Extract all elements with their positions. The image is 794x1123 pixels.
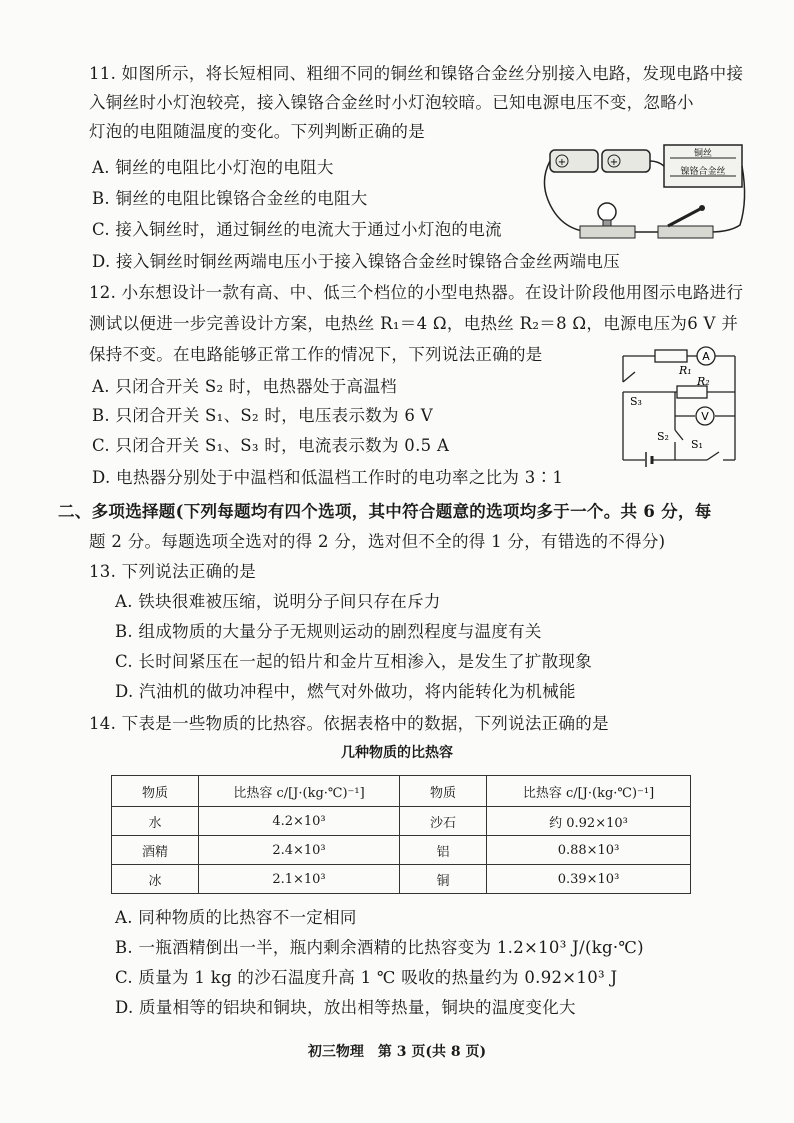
light-bulb-icon (580, 203, 635, 238)
switch-icon (658, 205, 713, 238)
copper-wire-label: 铜丝 (693, 149, 713, 159)
battery-icon (646, 452, 652, 467)
q14-stem: 14. 下表是一些物质的比热容。依据表格中的数据，下列说法正确的是 (89, 714, 609, 733)
table-cell: 铝 (400, 836, 487, 865)
r1-label: R₁ (679, 364, 692, 377)
svg-text:V: V (701, 410, 709, 423)
table-cell: 酒精 (112, 836, 199, 865)
table-cell: 铜 (400, 865, 487, 894)
table-row (112, 836, 691, 865)
table-cell: 2.1×10³ (199, 865, 400, 894)
q12-option-c: C. 只闭合开关 S₁、S₃ 时，电流表示数为 0.5 A (92, 436, 450, 455)
q11-stem-line-1: 11. 如图所示，将长短相同、粗细不同的铜丝和镍铬合金丝分别接入电路，发现电路中接 (89, 64, 744, 83)
specific-heat-table (111, 775, 691, 894)
svg-text:A: A (702, 350, 710, 363)
q14-option-b: B. 一瓶酒精倒出一半，瓶内剩余酒精的比热容变为 1.2×10³ J/(kg·℃) (115, 938, 644, 957)
q12-stem-line-2: 测试以便进一步完善设计方案，电热丝 R₁＝4 Ω，电热丝 R₂＝8 Ω，电源电压为6 V 并 (89, 314, 739, 333)
table-cell: 0.39×10³ (487, 865, 691, 894)
q11-circuit-figure (540, 140, 750, 250)
table-row (112, 865, 691, 894)
table-cell: 0.88×10³ (487, 836, 691, 865)
q13-option-a: A. 铁块很难被压缩，说明分子间只存在斥力 (115, 592, 441, 611)
table-cell: 约 0.92×10³ (487, 807, 691, 836)
wire-board (664, 145, 742, 187)
q14-option-d: D. 质量相等的铝块和铜块，放出相等热量，铜块的温度变化大 (115, 998, 576, 1017)
table-title: 几种物质的比热容 (341, 745, 453, 761)
s2-label: S₂ (657, 430, 669, 443)
svg-text:+: + (557, 157, 567, 168)
q14-option-c: C. 质量为 1 kg 的沙石温度升高 1 ℃ 吸收的热量约为 0.92×10³ J (115, 968, 618, 987)
header-substance-1: 物质 (112, 776, 199, 807)
q11-stem-line-2: 入铜丝时小灯泡较亮，接入镍铬合金丝时小灯泡较暗。已知电源电压不变，忽略小 (89, 93, 694, 112)
q12-option-a: A. 只闭合开关 S₂ 时，电热器处于高温档 (92, 377, 397, 396)
q14-option-a: A. 同种物质的比热容不一定相同 (115, 908, 357, 927)
header-substance-2: 物质 (400, 776, 487, 807)
q13-option-d: D. 汽油机的做功冲程中，燃气对外做功，将内能转化为机械能 (115, 682, 576, 701)
table-cell: 冰 (112, 865, 199, 894)
q13-stem: 13. 下列说法正确的是 (89, 562, 257, 581)
q12-option-b: B. 只闭合开关 S₁、S₂ 时，电压表示数为 6 V (92, 406, 433, 425)
voltmeter-icon (696, 407, 714, 425)
table-cell: 2.4×10³ (199, 836, 400, 865)
table-cell: 沙石 (400, 807, 487, 836)
q11-option-a: A. 铜丝的电阻比小灯泡的电阻大 (92, 158, 334, 177)
table-cell: 水 (112, 807, 199, 836)
page-footer: 初三物理 第 3 页(共 8 页) (307, 1044, 487, 1060)
header-heat-2: 比热容 c/[J·(kg·℃)⁻¹] (487, 776, 691, 807)
nichrome-wire-label: 镍铬合金丝 (680, 167, 726, 177)
section-2-heading-line-2: 题 2 分。每题选项全选对的得 2 分，选对但不全的得 1 分，有错选的不得分) (89, 532, 666, 551)
s1-label: S₁ (691, 438, 703, 451)
header-heat-1: 比热容 c/[J·(kg·℃)⁻¹] (199, 776, 400, 807)
q11-option-c: C. 接入铜丝时，通过铜丝的电流大于通过小灯泡的电流 (92, 220, 502, 239)
q12-stem-line-1: 12. 小东想设计一款有高、中、低三个档位的小型电热器。在设计阶段他用图示电路进行 (89, 283, 744, 302)
table-cell: 4.2×10³ (199, 807, 400, 836)
section-2-heading-line-1: 二、多项选择题(下列每题均有四个选项，其中符合题意的选项均多于一个。共 6 分，每 (58, 502, 712, 521)
r2-label: R₂ (697, 375, 710, 388)
q11-option-b: B. 铜丝的电阻比镍铬合金丝的电阻大 (92, 189, 368, 208)
table-header-row (112, 776, 691, 807)
q12-option-d: D. 电热器分别处于中温档和低温档工作时的电功率之比为 3∶1 (92, 468, 564, 487)
table-row (112, 807, 691, 836)
ammeter-icon (697, 347, 715, 365)
s3-label: S₃ (630, 395, 642, 408)
q12-circuit-diagram (615, 342, 745, 467)
svg-text:+: + (609, 157, 619, 168)
battery-icon (550, 150, 650, 172)
q13-option-c: C. 长时间紧压在一起的铅片和金片互相渗入，是发生了扩散现象 (115, 652, 593, 671)
q11-stem-line-3: 灯泡的电阻随温度的变化。下列判断正确的是 (89, 122, 425, 141)
q13-option-b: B. 组成物质的大量分子无规则运动的剧烈程度与温度有关 (115, 622, 542, 641)
q12-stem-line-3: 保持不变。在电路能够正常工作的情况下，下列说法正确的是 (89, 345, 543, 364)
q11-option-d: D. 接入铜丝时铜丝两端电压小于接入镍铬合金丝时镍铬合金丝两端电压 (92, 252, 621, 271)
